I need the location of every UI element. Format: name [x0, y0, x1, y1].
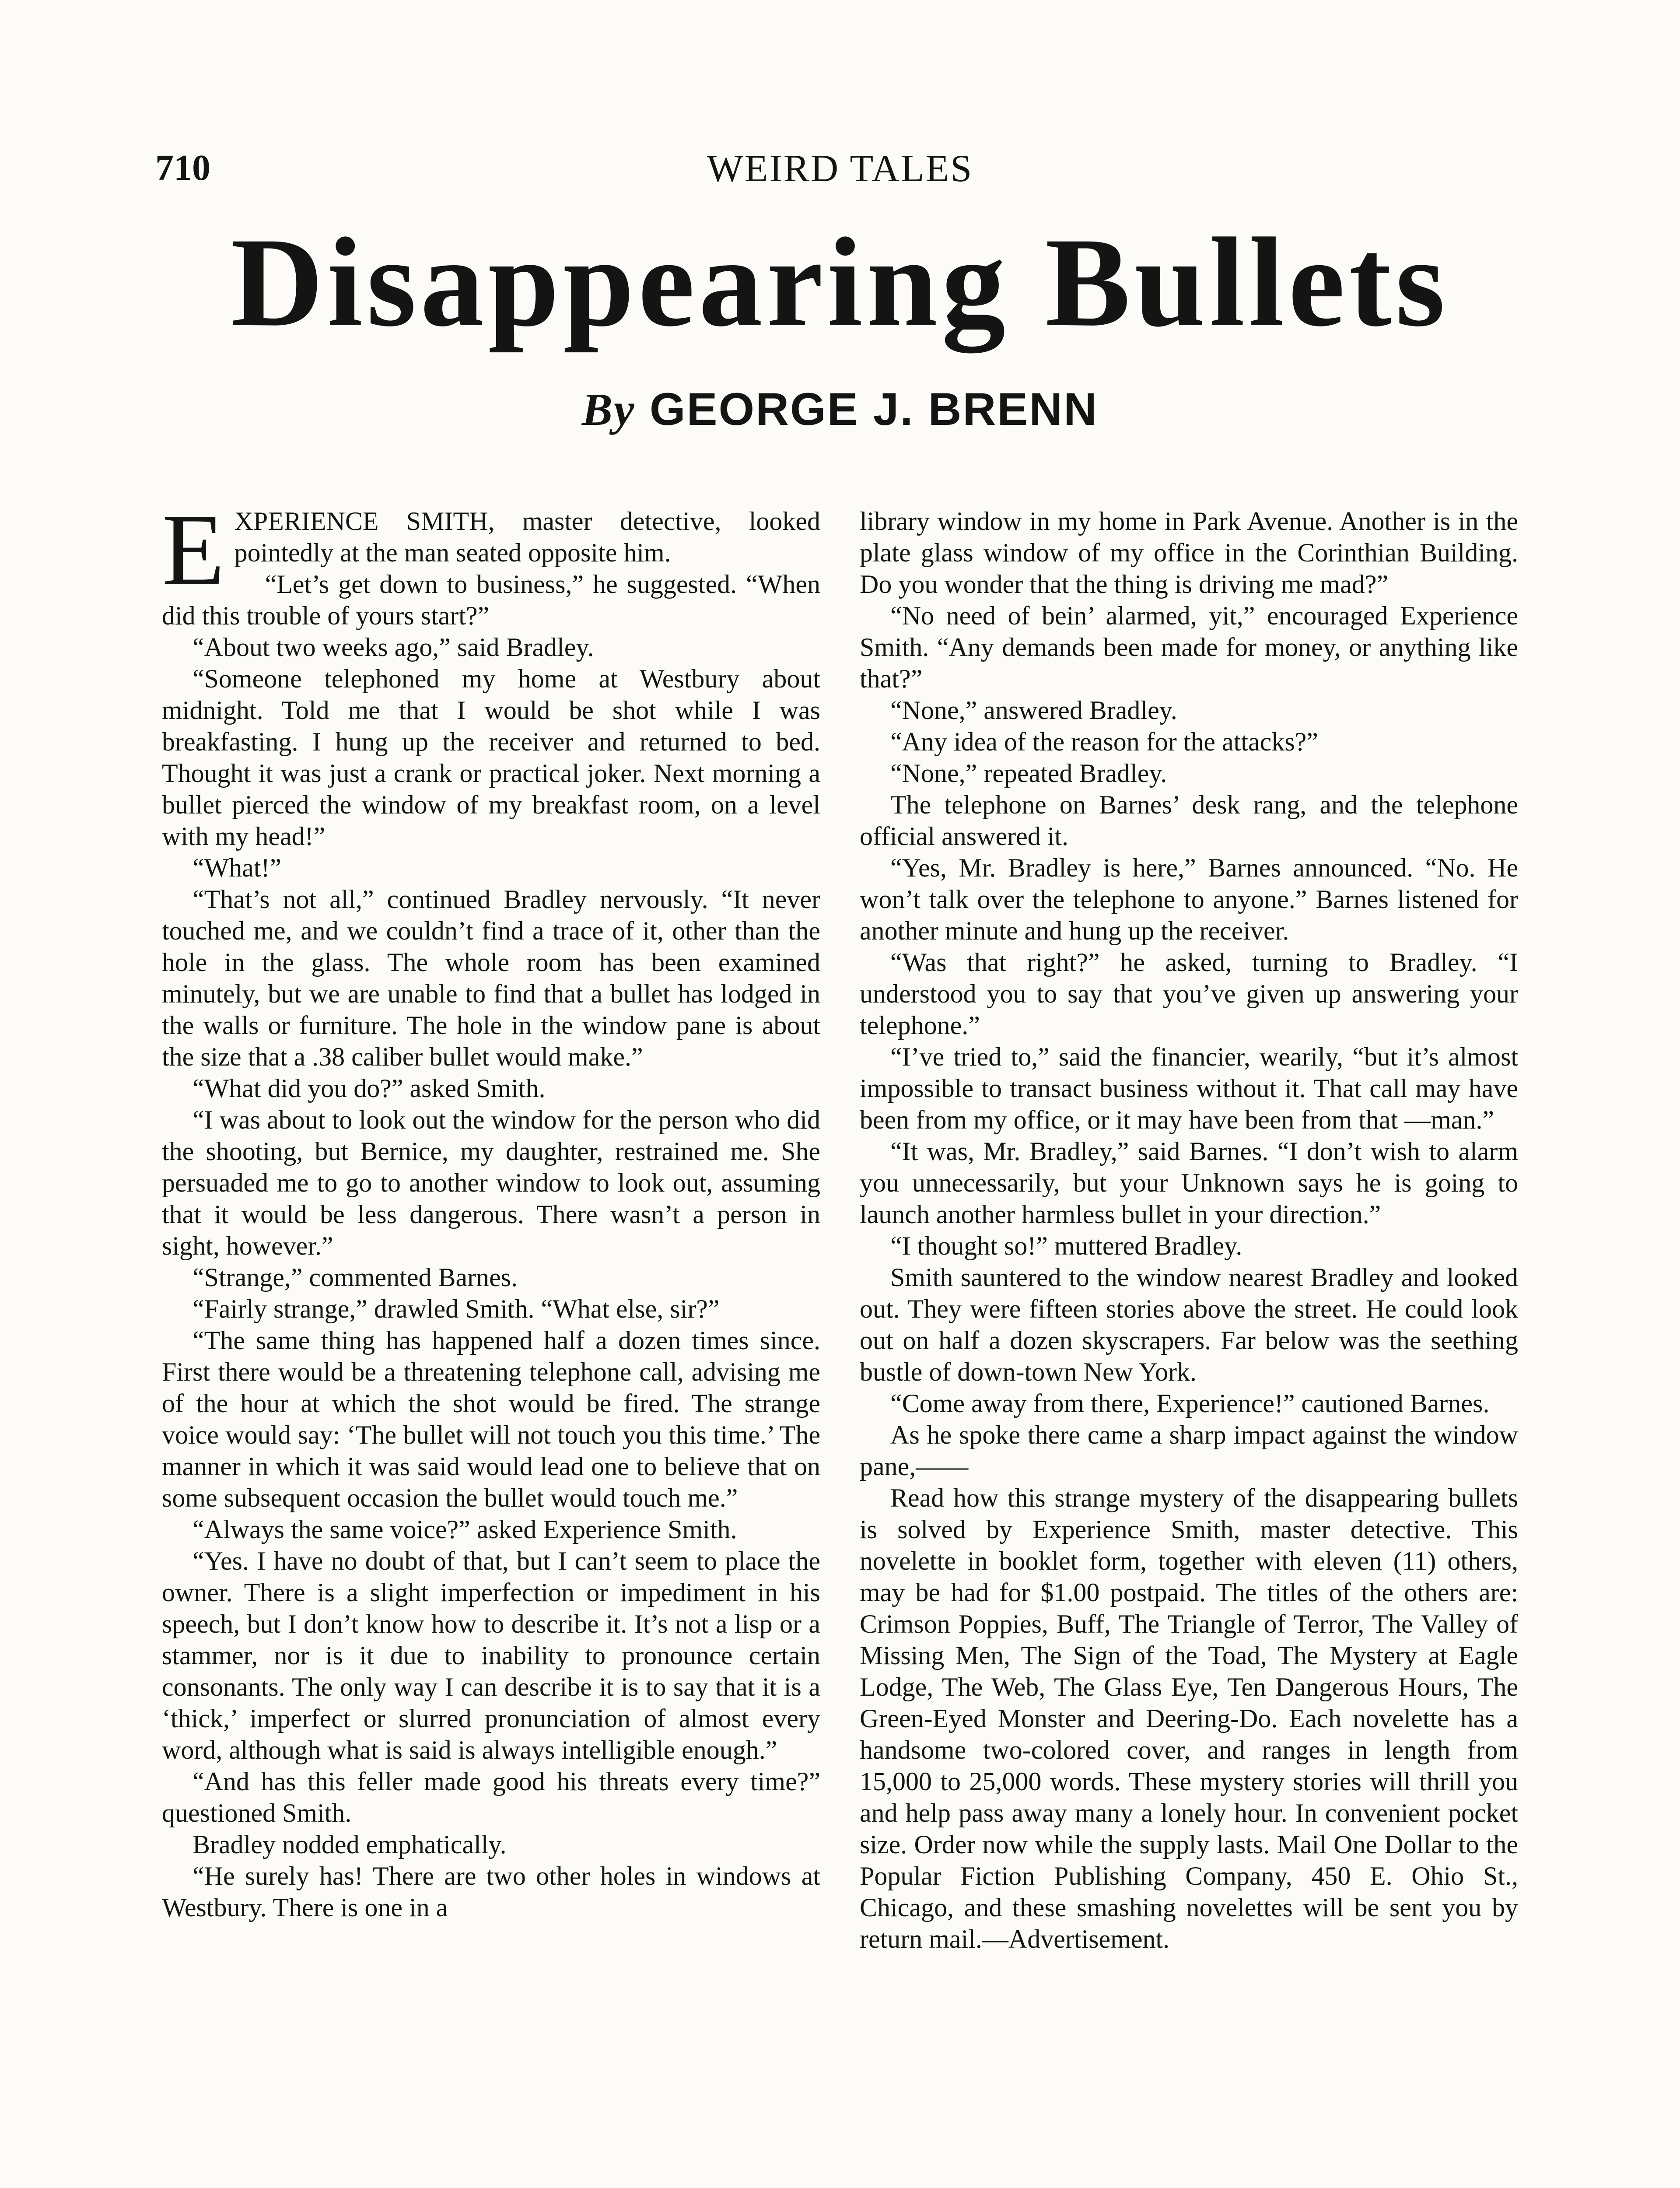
paragraph: “I was about to look out the window for the person who did the shooting, but Bernice, my daughter, restrained me. She persuaded me to go to another window to look out, assuming that it would be less dangerous. There wasn’t a person in sight, however.”	[162, 1105, 820, 1260]
paragraph: “That’s not all,” continued Bradley nervously. “It never touched me, and we couldn’t find a trace of it, other than the hole in the glass. The whole room has been examined minutely, but we are unable to find that a bullet has lodged in the walls or furniture. The hole in the window pane is about the size that a .38 caliber bullet would make.”	[162, 885, 820, 1071]
paragraph: “Fairly strange,” drawled Smith. “What else, sir?”	[192, 1294, 720, 1323]
page-number: 710	[155, 147, 210, 188]
paragraph: “Let’s get down to business,” he suggested. “When did this trouble of yours start?”	[162, 570, 820, 630]
paragraph: “What!”	[192, 853, 282, 882]
paragraph: “The same thing has happened half a dozen times since. First there would be a threatening telephone call, advising me of the hour at which the shot would be fired. The strange voice would say: ‘The bullet will not touch you this time.’ The manner in which it was said would lead one to believe that on some subsequent occasion the bullet would touch me.”	[162, 1326, 820, 1512]
paragraph: “None,” repeated Bradley.	[890, 759, 1167, 788]
paragraph: “Strange,” commented Barnes.	[192, 1263, 518, 1292]
paragraph: The telephone on Barnes’ desk rang, and the telephone official answered it.	[860, 790, 1518, 851]
paragraph: “Yes. I have no doubt of that, but I can’t seem to place the owner. There is a slight imperfection or impediment in his speech, but I don’t know how to describe it. It’s not a lisp or a stammer, nor is it due to inability to pronounce certain consonants. The only way I can describe it is to say that it is a ‘thick,’ imperfect or slurred pronunciation of almost every word, although what is said is always intelligible enough.”	[162, 1546, 820, 1764]
right-column	[860, 505, 1518, 1955]
paragraph: “Someone telephoned my home at Westbury about midnight. Told me that I would be shot while I was breakfasting. I hung up the receiver and returned to bed. Thought it was just a crank or practical joker. Next morning a bullet pierced the window of my breakfast room, on a level with my head!”	[162, 664, 820, 851]
paragraph: “About two weeks ago,” said Bradley.	[192, 633, 594, 662]
paragraph-text: XPERIENCE SMITH, master detective, looked pointedly at the man seated opposite him.	[234, 507, 820, 567]
paragraph: “I’ve tried to,” said the financier, wearily, “but it’s almost impossible to transact business without it. That call may have been from my office, or it may have been from that —man.”	[860, 1042, 1518, 1134]
advertisement-paragraph: Read how this strange mystery of the disappearing bullets is solved by Experience Smith, master detective. This novelette in booklet form, together with eleven (11) others, may be had for $1.00 postpaid. The titles of the others are: Crimson Poppies, Buff, The Triangle of Terror, The Valley of Missing Men, The Sign of the Toad, The Mystery at Eagle Lodge, The Web, The Glass Eye, Ten Dangerous Hours, The Green-Eyed Monster and Deering-Do. Each novelette has a handsome two-colored cover, and ranges in length from 15,000 to 25,000 words. These mystery stories will thrill you and help pass away many a lonely hour. In convenient pocket size. Order now while the supply lasts. Mail One Dollar to the Popular Fiction Publishing Company, 450 E. Ohio St., Chicago, and these smashing novelettes will be sent you by return mail.—Advertisement.	[860, 1483, 1518, 1953]
paragraph: “Always the same voice?” asked Experience Smith.	[192, 1515, 737, 1544]
paragraph: “Come away from there, Experience!” cautioned Barnes.	[890, 1389, 1490, 1418]
left-column	[162, 493, 820, 1923]
paragraph: “And has this feller made good his threats every time?” questioned Smith.	[162, 1767, 820, 1827]
paragraph: “No need of bein’ alarmed, yit,” encouraged Experience Smith. “Any demands been made for money, or anything like that?”	[860, 601, 1518, 693]
paragraph: “What did you do?” asked Smith.	[192, 1074, 546, 1103]
paragraph: “I thought so!” muttered Bradley.	[890, 1231, 1242, 1260]
running-head: WEIRD TALES	[707, 147, 973, 190]
paragraph: “Any idea of the reason for the attacks?”	[890, 727, 1318, 756]
paragraph: “Yes, Mr. Bradley is here,” Barnes announced. “No. He won’t talk over the telephone to anyone.” Barnes listened for another minute and hung up the receiver.	[860, 853, 1518, 945]
byline	[0, 383, 1680, 436]
paragraph-continued: library window in my home in Park Avenue. Another is in the plate glass window of my office in the Corinthian Building. Do you wonder that the thing is driving me mad?”	[860, 507, 1518, 599]
author-name: GEORGE J. BRENN	[649, 384, 1098, 435]
byline-prefix: By	[582, 384, 636, 435]
paragraph: “Was that right?” he asked, turning to Bradley. “I understood you to say that you’ve given up answering your telephone.”	[860, 948, 1518, 1040]
paragraph: As he spoke there came a sharp impact against the window pane,——	[860, 1420, 1518, 1481]
story-title: Disappearing Bullets	[231, 212, 1449, 353]
paragraph: Bradley nodded emphatically.	[192, 1830, 507, 1859]
paragraph: Smith sauntered to the window nearest Bradley and looked out. They were fifteen stories above the street. He could look out on half a dozen skyscrapers. Far below was the seething bustle of down-town New York.	[860, 1263, 1518, 1386]
paragraph: “He surely has! There are two other holes in windows at Westbury. There is one in a	[162, 1862, 820, 1922]
paragraph: “None,” answered Bradley.	[890, 696, 1177, 725]
drop-cap: E	[162, 493, 225, 607]
paragraph: “It was, Mr. Bradley,” said Barnes. “I don’t wish to alarm you unnecessarily, but your Unknown says he is going to launch another harmless bullet in your direction.”	[860, 1137, 1518, 1229]
